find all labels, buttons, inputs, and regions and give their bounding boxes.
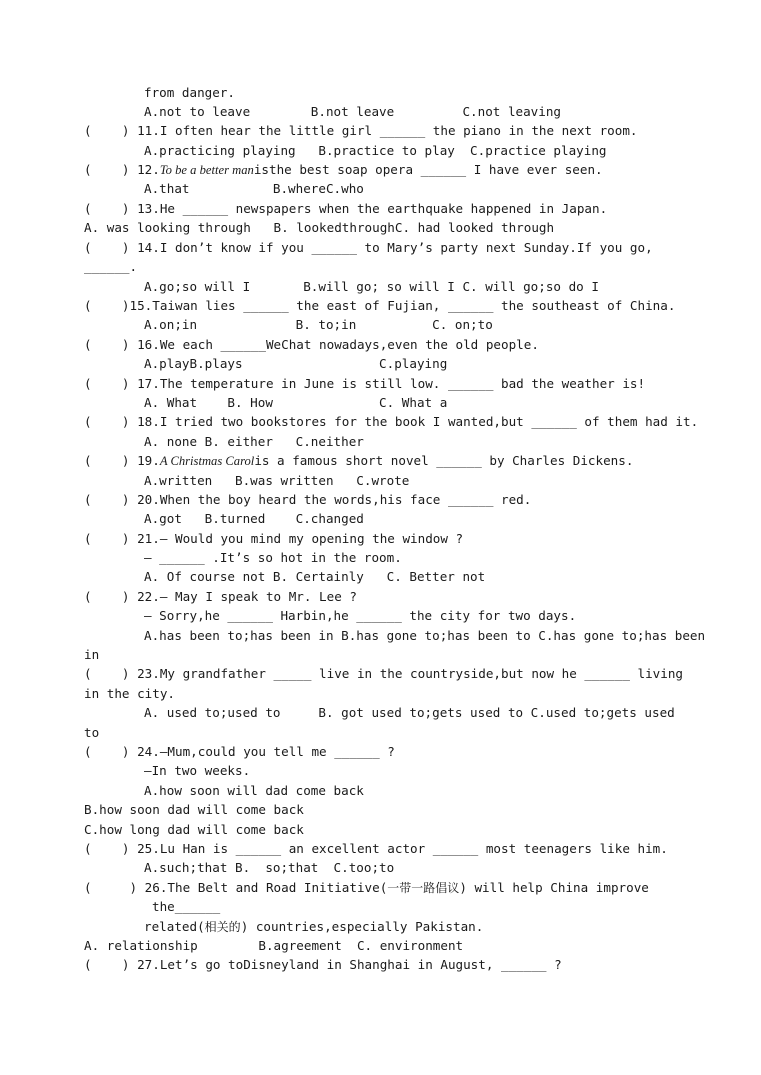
- q26-chinese-initiative: 一带一路倡议: [387, 881, 460, 895]
- q22-reply: — Sorry,he ______ Harbin,he ______ the city for two days.: [144, 608, 577, 623]
- q25-question: ( ) 25.Lu Han is ______ an excellent actor ______ most teenagers like him.: [84, 841, 668, 856]
- q24-option-a: A.how soon will dad come back: [144, 783, 364, 798]
- q26-rest: ) will help China improve: [459, 880, 649, 895]
- q12-options: A.that B.whereC.who: [144, 181, 364, 196]
- q24-reply: —In two weeks.: [144, 763, 251, 778]
- q25-options: A.such;that B. so;that C.too;to: [144, 860, 395, 875]
- q27-question: ( ) 27.Let’s go toDisneyland in Shanghai in August, ______ ?: [84, 957, 562, 972]
- q19-title: A Christmas Carol: [159, 454, 255, 468]
- q14-continuation: ______.: [84, 259, 138, 274]
- q23-options: A. used to;used to B. got used to;gets used to C.used to;gets used: [144, 705, 675, 720]
- q19-number: ( ) 19.: [84, 453, 160, 468]
- q26-countries: ) countries,especially Pakistan.: [240, 919, 484, 934]
- q26-blank-line: the______: [152, 899, 221, 914]
- q26-continuation: [144, 919, 483, 935]
- q17-question: ( ) 17.The temperature in June is still low. ______ bad the weather is!: [84, 376, 646, 391]
- q18-question: ( ) 18.I tried two bookstores for the book I wanted,but ______ of them had it.: [84, 414, 699, 429]
- q15-question: ( )15.Taiwan lies ______ the east of Fujian, ______ the southeast of China.: [84, 298, 676, 313]
- q18-options: A. none B. either C.neither: [144, 434, 364, 449]
- q12-question: [84, 162, 603, 178]
- q16-options: A.playB.plays C.playing: [144, 356, 448, 371]
- q12-rest: isthe best soap opera ______ I have ever seen.: [253, 162, 603, 177]
- q26-chinese-related: 相关的: [204, 920, 241, 934]
- q11-options: A.practicing playing B.practice to play C.practice playing: [144, 143, 607, 158]
- q26-options: A. relationship B.agreement C. environment: [84, 938, 464, 953]
- q14-question: ( ) 14.I don’t know if you ______ to Mary’s party next Sunday.If you go,: [84, 240, 653, 255]
- q21-question: ( ) 21.— Would you mind my opening the window ?: [84, 531, 464, 546]
- q15-options: A.on;in B. to;in C. on;to: [144, 317, 493, 332]
- q13-question: ( ) 13.He ______ newspapers when the earthquake happened in Japan.: [84, 201, 608, 216]
- q23-continuation: in the city.: [84, 686, 175, 701]
- q26-start: ( ) 26.The Belt and Road Initiative(: [84, 880, 388, 895]
- q19-rest: is a famous short novel ______ by Charles Dickens.: [254, 453, 634, 468]
- q24-option-b: B.how soon dad will come back: [84, 802, 304, 817]
- q20-question: ( ) 20.When the boy heard the words,his face ______ red.: [84, 492, 532, 507]
- q23-question: ( ) 23.My grandfather _____ live in the countryside,but now he ______ living: [84, 666, 683, 681]
- q14-options: A.go;so will I B.will go; so will I C. will go;so do I: [144, 279, 599, 294]
- q12-number: ( ) 12.: [84, 162, 160, 177]
- q26-related: related(: [144, 919, 205, 934]
- q22-options-wrap: in: [84, 647, 100, 662]
- q24-option-c: C.how long dad will come back: [84, 822, 304, 837]
- q10-continuation: from danger.: [144, 85, 235, 100]
- q22-question: ( ) 22.— May I speak to Mr. Lee ?: [84, 589, 357, 604]
- q19-options: A.written B.was written C.wrote: [144, 473, 410, 488]
- q24-question: ( ) 24.—Mum,could you tell me ______ ?: [84, 744, 395, 759]
- q19-question: [84, 453, 633, 469]
- q20-options: A.got B.turned C.changed: [144, 511, 364, 526]
- q21-reply: — ______ .It’s so hot in the room.: [144, 550, 402, 565]
- q11-question: ( ) 11.I often hear the little girl ______ the piano in the next room.: [84, 123, 638, 138]
- q17-options: A. What B. How C. What a: [144, 395, 448, 410]
- q26-question: [84, 880, 649, 896]
- q22-options: A.has been to;has been in B.has gone to;has been to C.has gone to;has been: [144, 628, 706, 643]
- q16-question: ( ) 16.We each ______WeChat nowadays,even the old people.: [84, 337, 539, 352]
- q13-options: A. was looking through B. lookedthroughC. had looked through: [84, 220, 555, 235]
- q21-options: A. Of course not B. Certainly C. Better not: [144, 569, 486, 584]
- q23-options-wrap: to: [84, 725, 100, 740]
- q12-title: To be a better man: [159, 163, 254, 177]
- q10-options: A.not to leave B.not leave C.not leaving: [144, 104, 562, 119]
